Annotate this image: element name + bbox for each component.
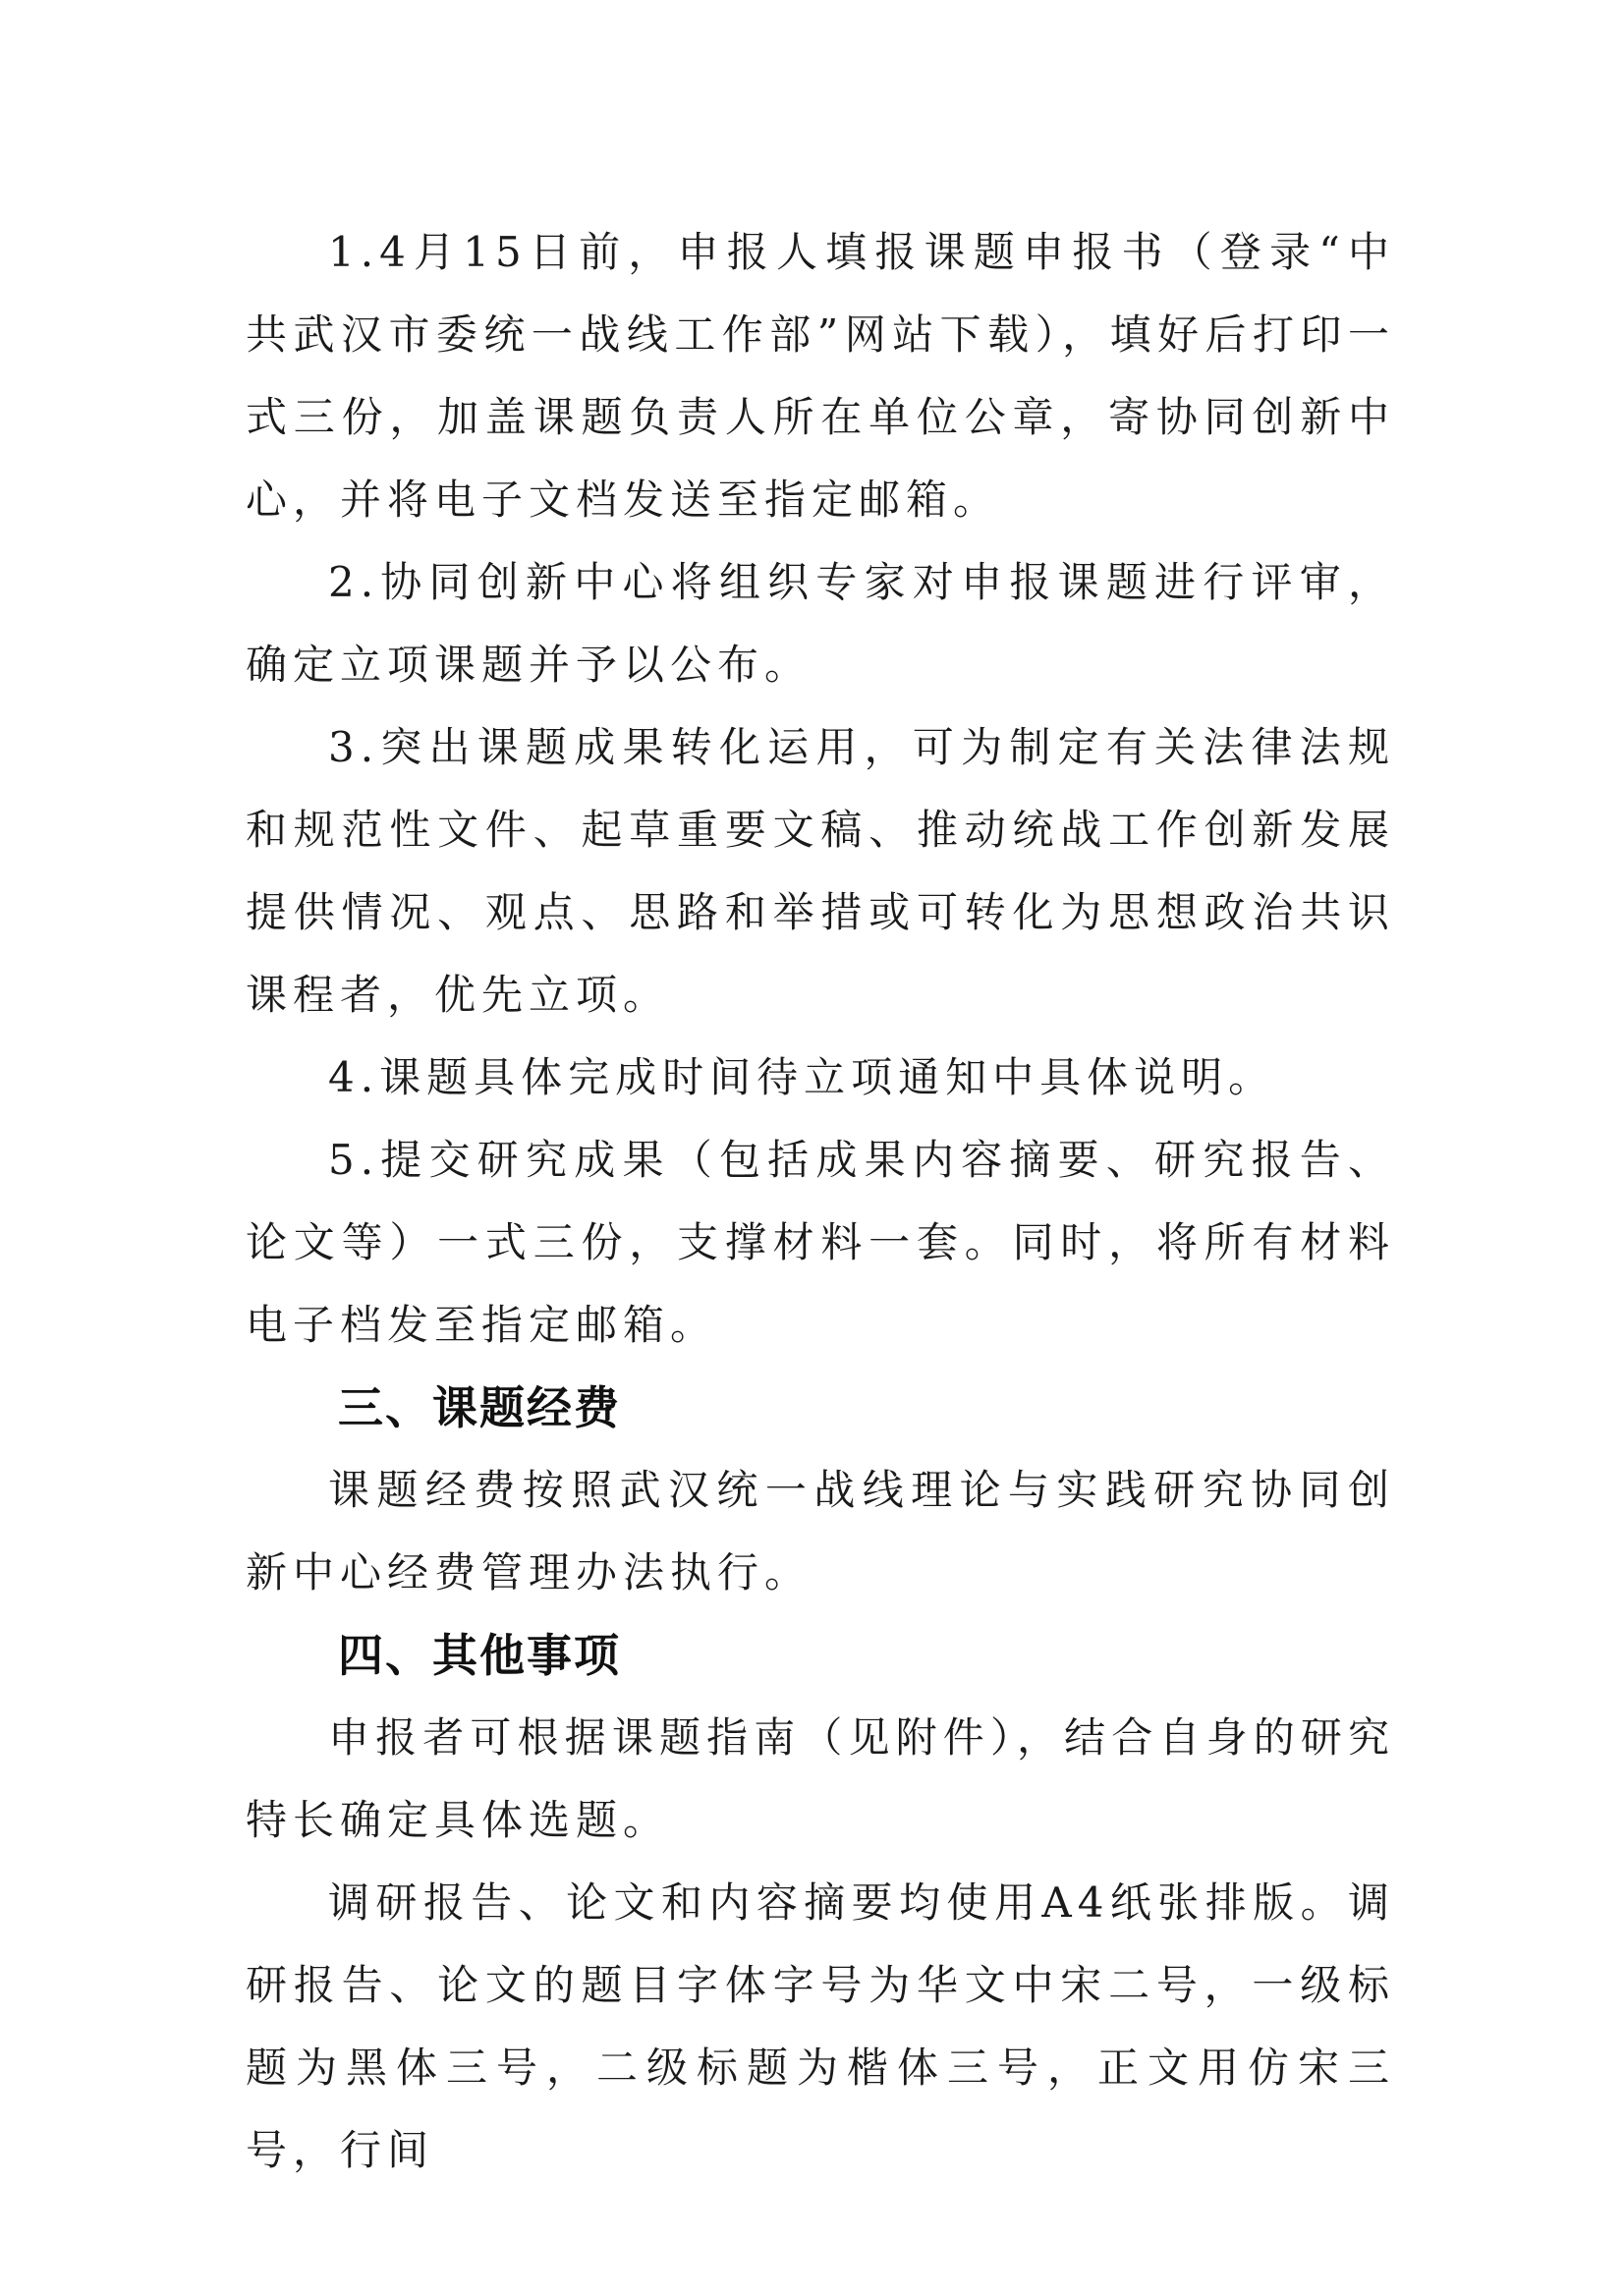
section-heading-other: 四、其他事项 (338, 1629, 621, 1682)
paragraph-item-2: 2.协同创新中心将组织专家对申报课题进行评审，确定立项课题并予以公布。 (246, 558, 1395, 689)
paragraph-item-3: 3.突出课题成果转化运用，可为制定有关法律法规和规范性文件、起草重要文稿、推动统战工作创新发展提供情况、观点、思路和举措或可转化为思想政治共识课程者，优先立项。 (246, 723, 1395, 1019)
paragraph-formatting: 调研报告、论文和内容摘要均使用A4纸张排版。调研报告、论文的题目字体字号为华文中宋二号，一级标题为黑体三号，二级标题为楷体三号，正文用仿宋三号，行间 (246, 1878, 1395, 2174)
paragraph-topic-selection: 申报者可根据课题指南（见附件），结合自身的研究特长确定具体选题。 (246, 1713, 1395, 1844)
paragraph-item-1: 1.4月15日前，申报人填报课题申报书（登录“中共武汉市委统一战线工作部”网站下载），填好后打印一式三份，加盖课题负责人所在单位公章，寄协同创新中心，并将电子文档发送至指定邮箱。 (246, 228, 1395, 524)
paragraph-item-4: 4.课题具体完成时间待立项通知中具体说明。 (328, 1053, 1276, 1101)
paragraph-item-5: 5.提交研究成果（包括成果内容摘要、研究报告、论文等）一式三份，支撑材料一套。同时，将所有材料电子档发至指定邮箱。 (246, 1136, 1395, 1349)
section-heading-funding: 三、课题经费 (338, 1381, 621, 1434)
document-body (246, 211, 1395, 2192)
paragraph-funding: 课题经费按照武汉统一战线理论与实践研究协同创新中心经费管理办法执行。 (246, 1466, 1395, 1596)
